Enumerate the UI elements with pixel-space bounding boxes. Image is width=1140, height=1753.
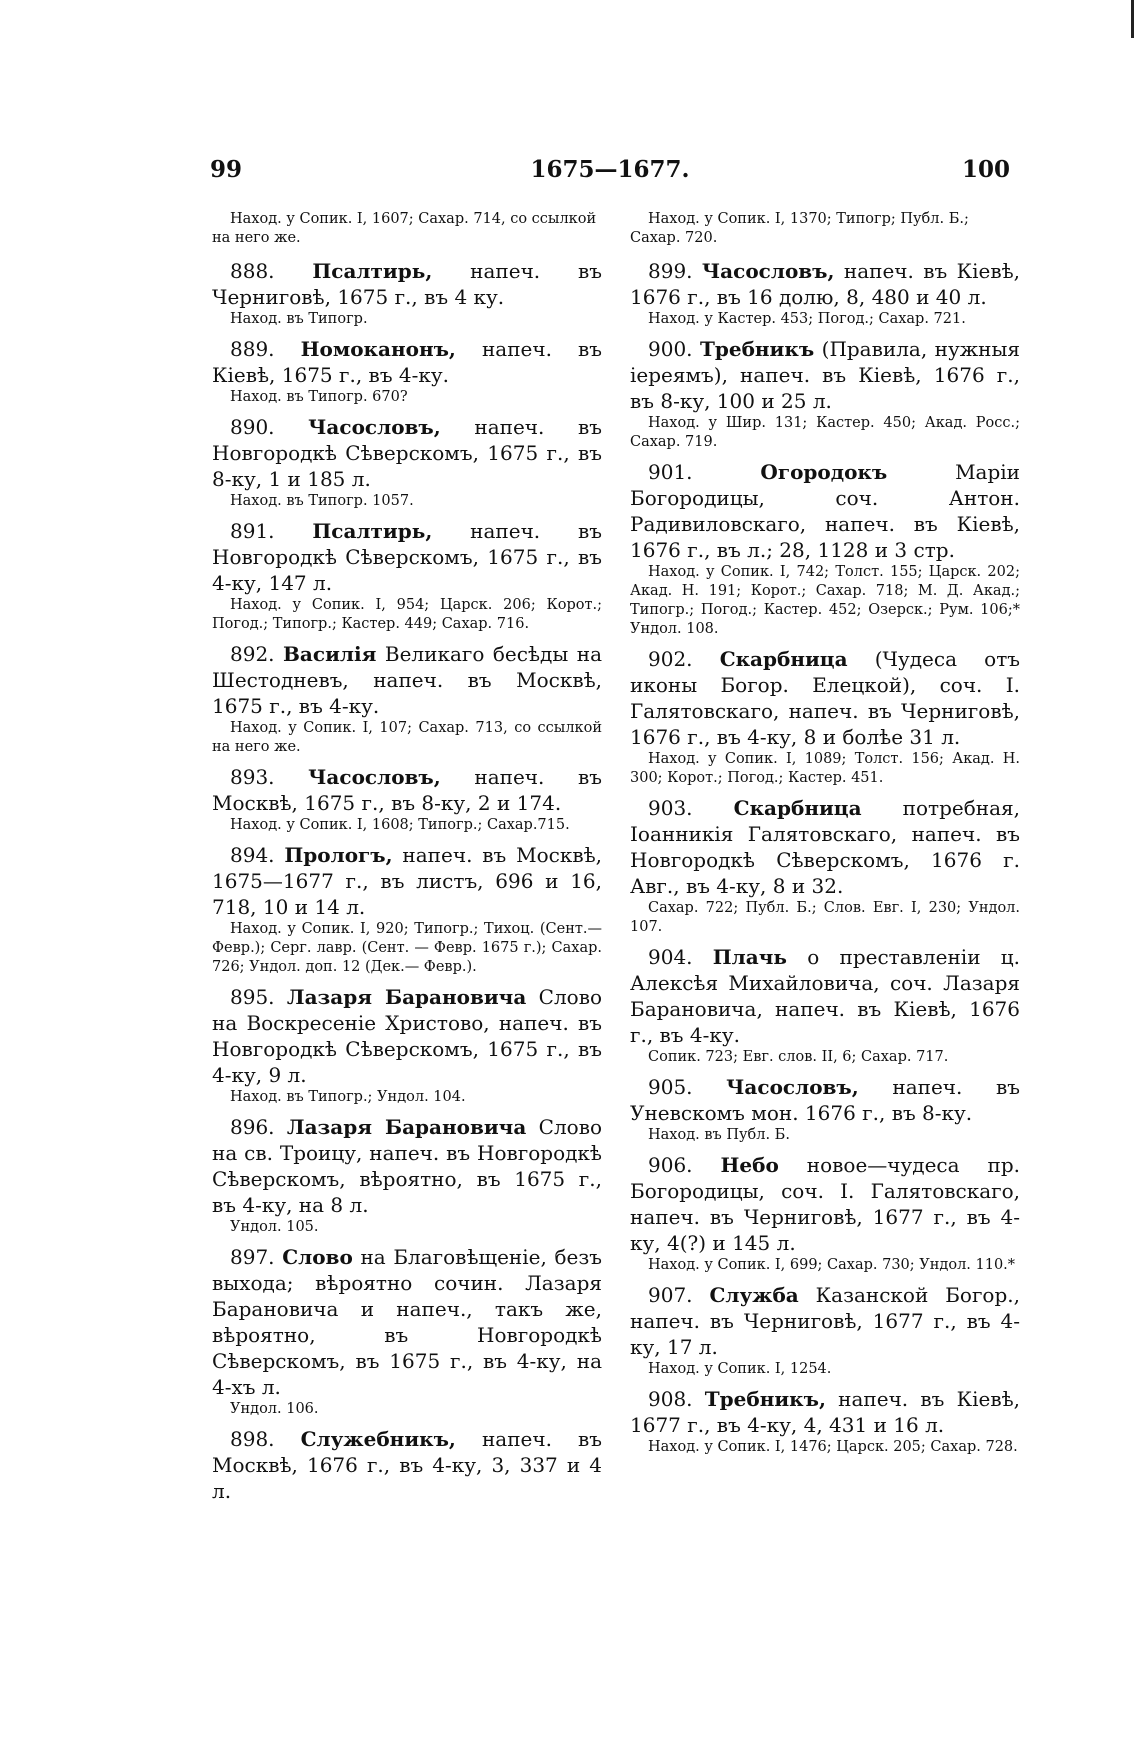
entry-number: 897.: [230, 1245, 275, 1269]
entry-name: Часословъ,: [308, 765, 441, 789]
entry-note: Ундол. 105.: [230, 1219, 319, 1235]
entry-description: напеч. въ Кіевѣ, 1676 г., въ 16 долю, 8, 480 и 40 л.: [630, 259, 1020, 309]
entry-number: 901.: [648, 460, 693, 484]
entry-name: Служебникъ,: [300, 1427, 456, 1451]
entry-title: [212, 1244, 602, 1400]
header-years: 1675—1677.: [530, 156, 690, 183]
catalog-entry: [212, 414, 602, 511]
page-number-right: 100: [961, 156, 1010, 183]
entry-number: 906.: [648, 1153, 693, 1177]
entry-description: напеч. въ Москвѣ, 1675 г., въ 8-ку, 2 и 174.: [212, 765, 602, 815]
catalog-entry: [212, 336, 602, 407]
entry-number: 908.: [648, 1387, 693, 1411]
catalog-entry: [212, 258, 602, 329]
entry-note: Наход. въ Типогр. 670?: [230, 389, 408, 405]
entry-number: 902.: [648, 647, 693, 671]
entry-note: Наход. у Сопик. I, 699; Сахар. 730; Ундол. 110.*: [648, 1257, 1016, 1273]
catalog-entry: [212, 518, 602, 634]
entry-name: Часословъ,: [726, 1075, 859, 1099]
entry-number: 896.: [230, 1115, 275, 1139]
entry-description: напеч. въ Новгородкѣ Сѣверскомъ, 1675 г., въ 8-ку, 1 и 185 л.: [212, 415, 602, 491]
entry-name: Слово: [282, 1245, 353, 1269]
catalog-entry: [630, 459, 1020, 639]
entry-description: Казанской Богор., напеч. въ Черниговѣ, 1677 г., въ 4-ку, 17 л.: [630, 1283, 1020, 1359]
entry-note: Наход. у Сопик. I, 1089; Толст. 156; Акад. Н. 300; Корот.; Погод.; Кастер. 451.: [630, 751, 1020, 786]
entry-title: [630, 1074, 1020, 1126]
entry-number: 889.: [230, 337, 275, 361]
entry-title: [630, 646, 1020, 750]
catalog-entry: [212, 1114, 602, 1237]
entry-number: 888.: [230, 259, 275, 283]
catalog-entry: [630, 1152, 1020, 1275]
entry-description: напеч. въ Новгородкѣ Сѣверскомъ, 1675 г., въ 4-ку, 147 л.: [212, 519, 603, 595]
entry-number: 904.: [648, 945, 693, 969]
catalog-entry: [630, 1282, 1020, 1379]
catalog-entry: [212, 1244, 602, 1419]
entry-name: Василія: [283, 642, 377, 666]
entry-title: [212, 842, 602, 920]
entry-description: напеч. въ Москвѣ, 1676 г., въ 4-ку, 3, 337 и 4 л.: [212, 1427, 603, 1503]
entry-note: Сахар. 722; Публ. Б.; Слов. Евг. I, 230; Ундол. 107.: [630, 900, 1020, 935]
entry-note: Сопик. 723; Евг. слов. II, 6; Сахар. 717.: [648, 1049, 949, 1065]
lead-note: Наход. у Сопик. I, 1370; Типогр; Публ. Б.; Сахар. 720.: [630, 211, 969, 246]
entry-title: [630, 336, 1020, 414]
entry-description: напеч. въ Кіевѣ, 1675 г., въ 4-ку.: [212, 337, 603, 387]
entry-description: Слово на Воскресеніе Христово, напеч. въ Новгородкѣ Сѣверскомъ, 1675 г., въ 4-ку, 9 л.: [212, 985, 602, 1087]
entry-name: Небо: [720, 1153, 779, 1177]
entry-title: [212, 1114, 602, 1218]
entry-description: Маріи Богородицы, соч. Антон. Радивиловскаго, напеч. въ Кіевѣ, 1676 г., въ л.; 28, 1128 и 3 стр.: [630, 460, 1020, 562]
entry-description: Слово на св. Троицу, напеч. въ Новгородкѣ Сѣверскомъ, вѣроятно, въ 1675 г., въ 4-ку, на 8 л.: [212, 1115, 602, 1217]
catalog-entry: [212, 1426, 602, 1504]
entry-title: [630, 1282, 1020, 1360]
entry-description: о преставленіи ц. Алексѣя Михайловича, соч. Лазаря Барановича, напеч. въ Кіевѣ, 1676 г., въ 4-ку.: [630, 945, 1020, 1047]
entry-description: напеч. въ Черниговѣ, 1675 г., въ 4 ку.: [212, 259, 603, 309]
entry-number: 895.: [230, 985, 275, 1009]
entry-number: 890.: [230, 415, 275, 439]
entry-description: новое—чудеса пр. Богородицы, соч. І. Галятовскаго, напеч. въ Черниговѣ, 1677 г., въ 4-ку, 4(?) и 145 л.: [630, 1153, 1020, 1255]
entry-title: [630, 258, 1020, 310]
entry-note: Наход. у Шир. 131; Кастер. 450; Акад. Росс.; Сахар. 719.: [630, 415, 1020, 450]
catalog-entry: [630, 336, 1020, 452]
page-header: [210, 156, 1010, 196]
entry-note: Наход. у Сопик. I, 107; Сахар. 713, со ссылкой на него же.: [212, 720, 602, 755]
entry-note: Наход. въ Типогр.: [230, 311, 368, 327]
entry-name: Номоканонъ,: [300, 337, 456, 361]
entry-title: [212, 641, 602, 719]
entry-name: Плачь: [712, 945, 787, 969]
entry-description: напеч. въ Кіевѣ, 1677 г., въ 4-ку, 4, 431 и 16 л.: [630, 1387, 1020, 1437]
catalog-entry: [630, 795, 1020, 937]
catalog-entry: [630, 258, 1020, 329]
entry-title: [630, 459, 1020, 563]
entry-number: 892.: [230, 642, 275, 666]
left-column: [212, 210, 602, 1511]
entry-note: Наход. въ Типогр.; Ундол. 104.: [230, 1089, 466, 1105]
catalog-entry: [630, 944, 1020, 1067]
catalog-entry: [630, 646, 1020, 788]
entry-name: Скарбница: [733, 796, 862, 820]
entry-title: [630, 795, 1020, 899]
page-number-left: 99: [210, 156, 243, 183]
entry-title: [630, 944, 1020, 1048]
entry-description: напеч. въ Уневскомъ мон. 1676 г., въ 8-ку.: [630, 1075, 1020, 1125]
entry-note: Наход. въ Публ. Б.: [648, 1127, 790, 1143]
entry-note: Наход. у Сопик. I, 920; Типогр.; Тихоц. (Сент.—Февр.); Серг. лавр. (Сент. — Февр. 1675 г.); Сахар. 726; Ундол. доп. 12 (Дек.— Февр.).: [212, 921, 602, 975]
entry-title: [212, 1426, 602, 1504]
entry-number: 907.: [648, 1283, 693, 1307]
entry-number: 903.: [648, 796, 693, 820]
entry-note: Наход. у Кастер. 453; Погод.; Сахар. 721.: [648, 311, 966, 327]
entry-title: [212, 518, 602, 596]
entry-name: Часословъ,: [308, 415, 441, 439]
entry-name: Прологъ,: [284, 843, 393, 867]
entry-note: Наход. у Сопик. I, 1254.: [648, 1361, 832, 1377]
catalog-entry: [212, 984, 602, 1107]
entry-title: [630, 1152, 1020, 1256]
entry-description: на Благовѣщеніе, безъ выхода; вѣроятно сочин. Лазаря Барановича и напеч., такъ же, вѣроятно, въ Новгородкѣ Сѣверскомъ, въ 1675 г., въ 4-ку, на 4-хъ л.: [212, 1245, 603, 1399]
lead-note: Наход. у Сопик. I, 1607; Сахар. 714, со ссылкой на него же.: [212, 211, 597, 246]
entry-note: Наход. у Сопик. I, 954; Царск. 206; Корот.; Погод.; Типогр.; Кастер. 449; Сахар. 716.: [212, 597, 602, 632]
catalog-entry: [212, 641, 602, 757]
entry-description: (Правила, нужныя іереямъ), напеч. въ Кіевѣ, 1676 г., въ 8-ку, 100 и 25 л.: [630, 337, 1020, 413]
entry-number: 893.: [230, 765, 275, 789]
entry-title: [212, 258, 602, 310]
right-column: [630, 210, 1020, 1464]
entry-title: [630, 1386, 1020, 1438]
entry-number: 891.: [230, 519, 275, 543]
catalog-entry: [212, 764, 602, 835]
entry-number: 899.: [648, 259, 693, 283]
entry-number: 898.: [230, 1427, 275, 1451]
catalog-entry: [630, 1074, 1020, 1145]
entry-number: 905.: [648, 1075, 693, 1099]
entry-name: Требникъ,: [704, 1387, 826, 1411]
entry-note: Ундол. 106.: [230, 1401, 319, 1417]
catalog-entry: [212, 842, 602, 977]
entry-note: Наход. у Сопик. I, 1476; Царск. 205; Сахар. 728.: [648, 1439, 1018, 1455]
entry-name: Псалтирь,: [312, 519, 433, 543]
entry-name: Служба: [709, 1283, 799, 1307]
entry-title: [212, 984, 602, 1088]
entry-description: Великаго бесѣды на Шестодневъ, напеч. въ Москвѣ, 1675 г., въ 4-ку.: [212, 642, 602, 718]
entry-name: Требникъ: [699, 337, 815, 361]
entry-description: (Чудеса отъ иконы Богор. Елецкой), соч. І. Галятовскаго, напеч. въ Черниговѣ, 1676 г., въ 4-ку, 8 и болѣе 31 л.: [630, 647, 1020, 749]
entry-description: напеч. въ Москвѣ, 1675—1677 г., въ листъ, 696 и 16, 718, 10 и 14 л.: [212, 843, 602, 919]
entry-number: 894.: [230, 843, 275, 867]
entry-title: [212, 764, 602, 816]
scan-edge-mark: [1131, 0, 1134, 38]
entry-name: Лазаря Барановича: [286, 1115, 527, 1139]
entry-note: Наход. въ Типогр. 1057.: [230, 493, 414, 509]
entry-name: Огородокъ: [760, 460, 888, 484]
entry-name: Часословъ,: [701, 259, 835, 283]
entry-note: Наход. у Сопик. I, 1608; Типогр.; Сахар.715.: [230, 817, 570, 833]
entry-note: Наход. у Сопик. I, 742; Толст. 155; Царск. 202; Акад. Н. 191; Корот.; Сахар. 718; М. Д. Акад.; Типогр.; Погод.; Кастер. 452; Озерск.; Рум. 106;* Ундол. 108.: [630, 564, 1020, 637]
entry-name: Скарбница: [719, 647, 848, 671]
entry-title: [212, 414, 602, 492]
entry-description: потребная, Іоанникія Галятовскаго, напеч. въ Новгородкѣ Сѣверскомъ, 1676 г. Авг., въ 4-ку, 8 и 32.: [630, 796, 1021, 898]
entry-title: [212, 336, 602, 388]
entry-name: Лазаря Барановича: [286, 985, 527, 1009]
catalog-entry: [630, 1386, 1020, 1457]
entry-name: Псалтирь,: [312, 259, 433, 283]
entry-number: 900.: [648, 337, 693, 361]
